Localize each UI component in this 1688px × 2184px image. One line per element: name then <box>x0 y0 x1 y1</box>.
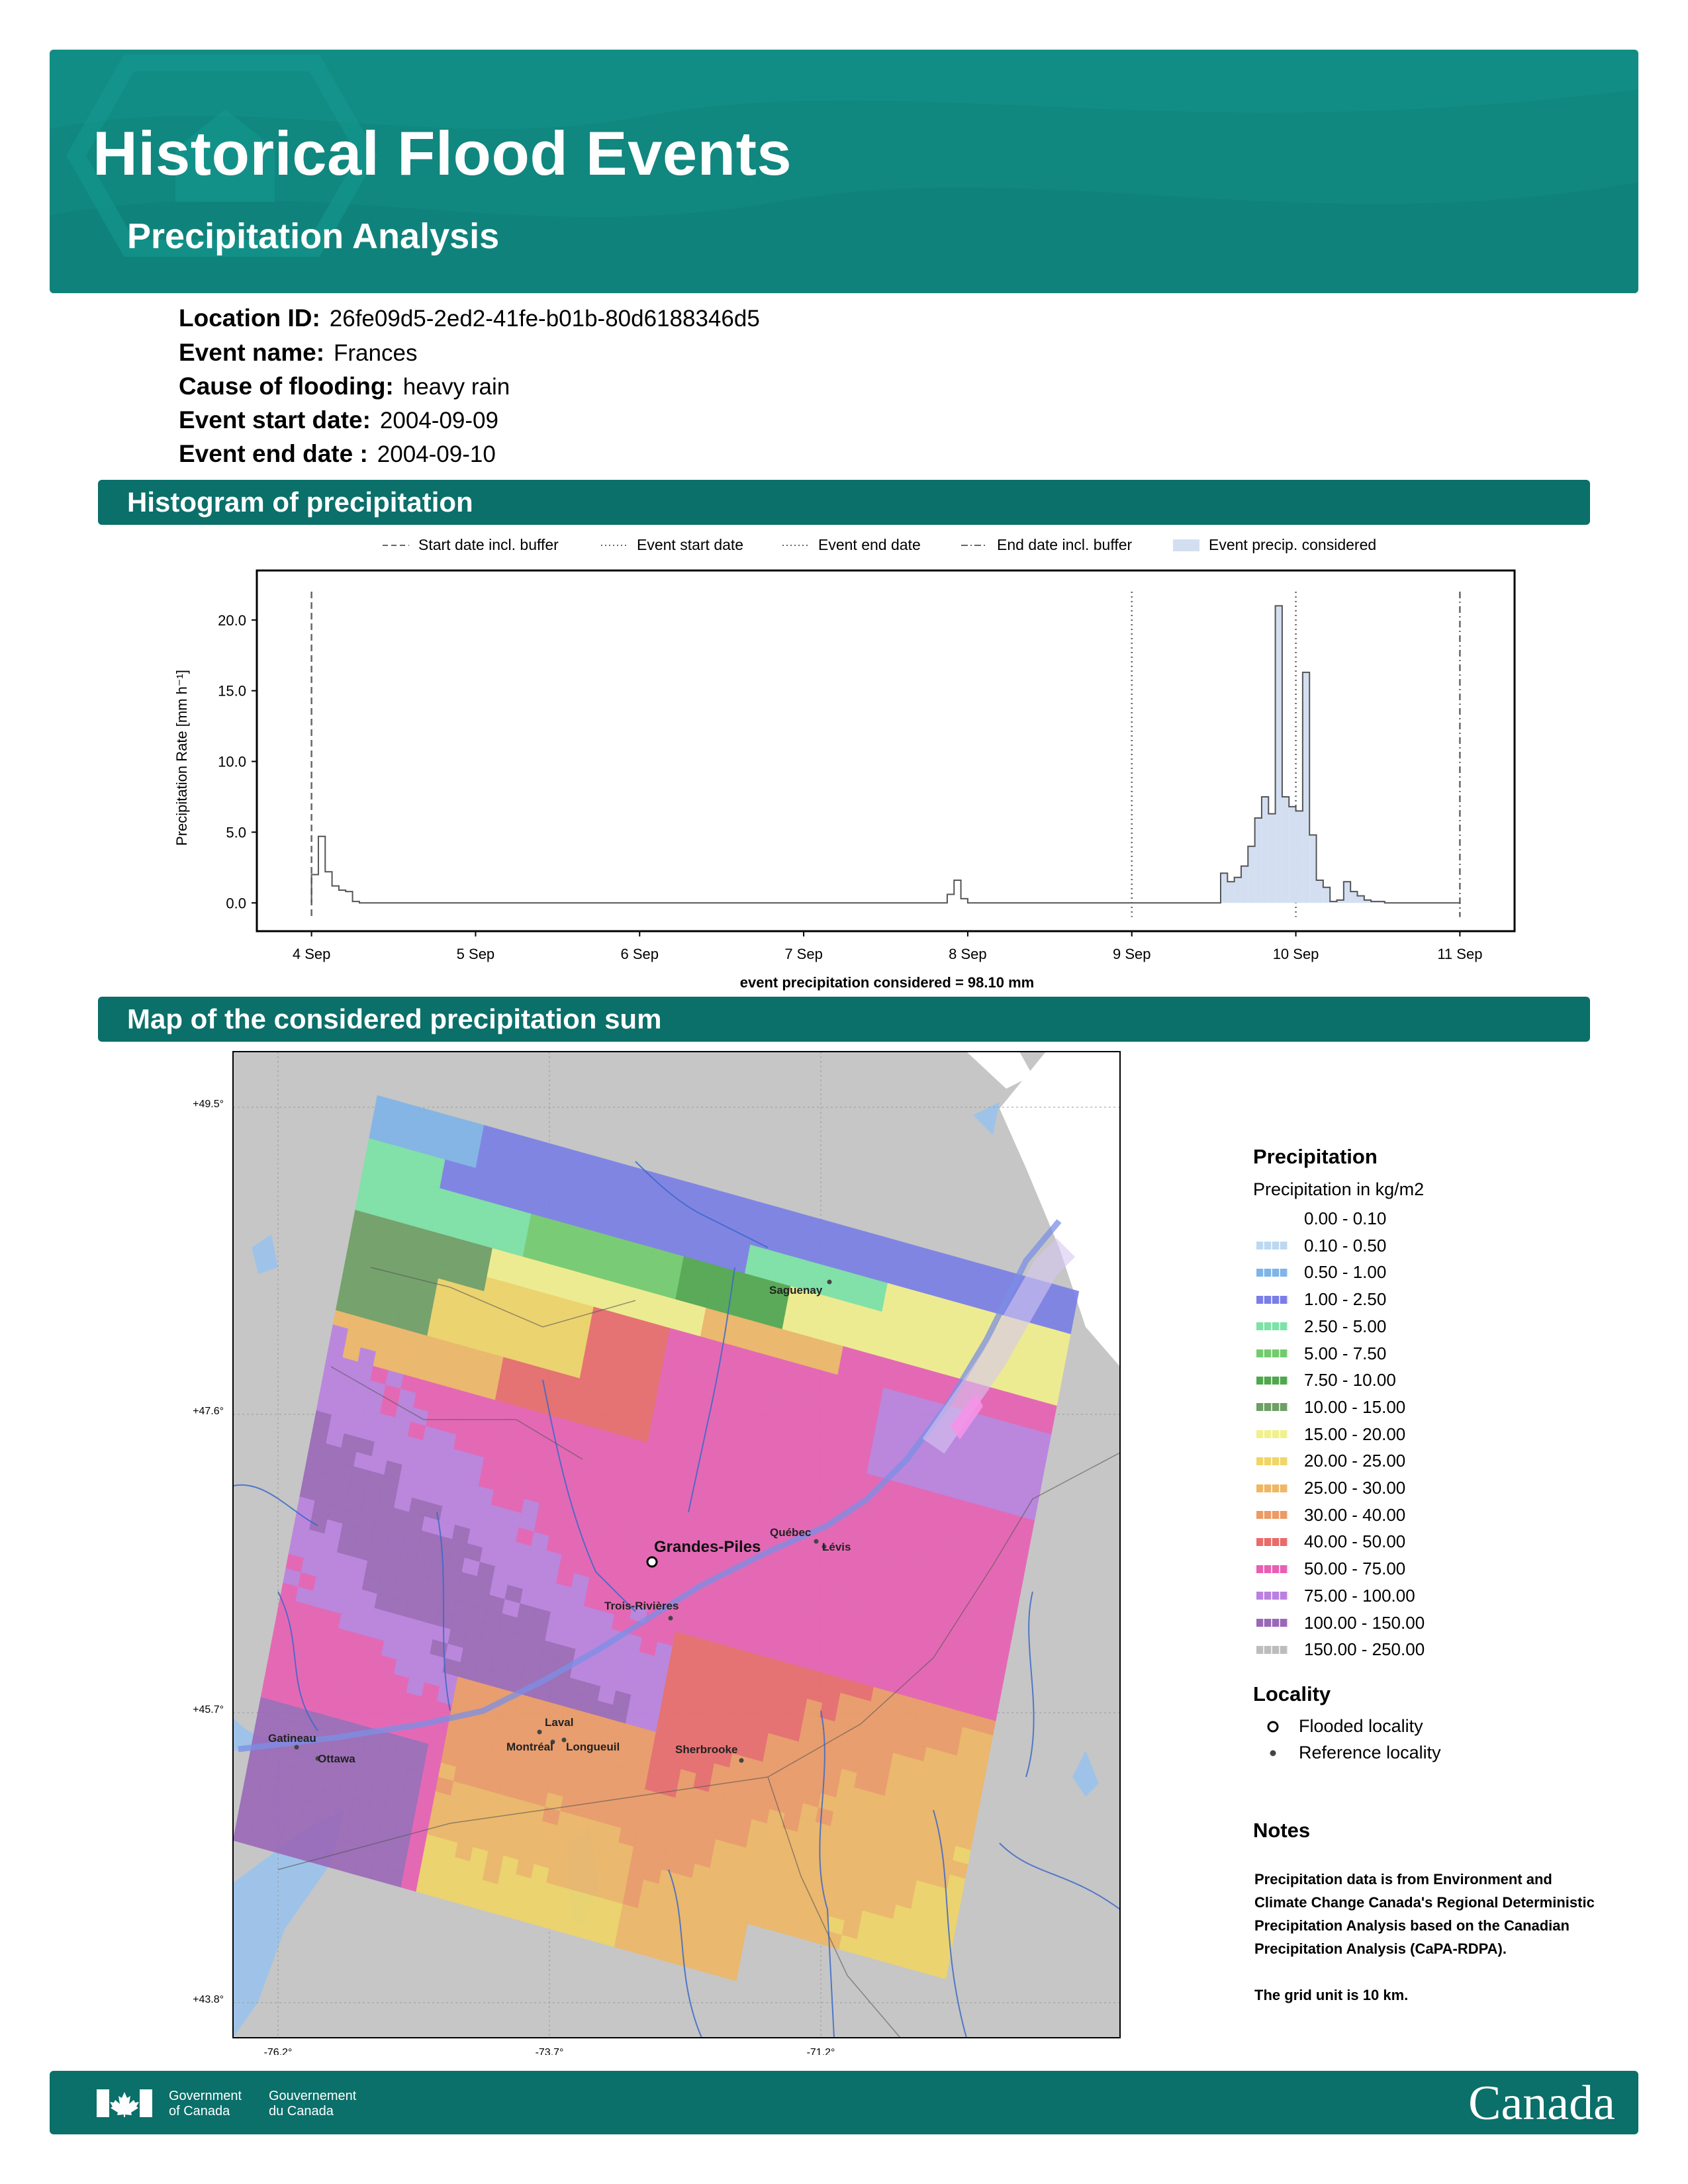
notes-grid-text: The grid unit is 10 km. <box>1254 1987 1409 2003</box>
legend-bin-label: 0.00 - 0.10 <box>1304 1208 1387 1228</box>
legend-bin-label: 100.00 - 150.00 <box>1304 1612 1425 1633</box>
cause-label: Cause of flooding: <box>179 373 394 400</box>
legend-bin-swatch <box>1256 1377 1288 1385</box>
legend-bin-label: 75.00 - 100.00 <box>1304 1585 1415 1606</box>
legend-bin <box>1256 1531 1405 1552</box>
event-precip-bar <box>1323 887 1330 903</box>
legend-bin-label: 150.00 - 250.00 <box>1304 1639 1425 1660</box>
plot-frame <box>257 570 1515 931</box>
x-tick-label: 7 Sep <box>784 946 823 962</box>
notes-body <box>1254 1868 1599 2007</box>
saguenay-marker <box>827 1280 832 1285</box>
legend-bin-swatch <box>1256 1322 1288 1330</box>
dotted-line-swatch <box>601 543 628 547</box>
page-subtitle: Precipitation Analysis <box>127 216 500 256</box>
trois-rivieres-marker <box>669 1616 673 1621</box>
locality-legend-title: Locality <box>1253 1682 1331 1706</box>
histogram-legend <box>377 536 1450 563</box>
legend-bin <box>1256 1451 1405 1471</box>
legend-bin-label: 5.00 - 7.50 <box>1304 1343 1387 1363</box>
canada-flag-icon <box>97 2089 152 2117</box>
event-precip-bar <box>1296 811 1303 903</box>
saguenay-label: Saguenay <box>769 1284 823 1297</box>
lat-label-49-5: +49.5° <box>193 1099 224 1110</box>
legend-bin-label: 15.00 - 20.00 <box>1304 1424 1406 1444</box>
gatineau-marker <box>295 1745 299 1750</box>
page-title: Historical Flood Events <box>93 118 792 188</box>
legend-bin <box>1256 1316 1386 1337</box>
event-precip-bar <box>1262 797 1268 903</box>
lat-label-45-7: +45.7° <box>193 1704 224 1715</box>
precip-legend-subtitle: Precipitation in kg/m2 <box>1253 1179 1425 1199</box>
start-date-value: 2004-09-09 <box>379 408 498 433</box>
filled-dot-icon <box>1266 1746 1280 1760</box>
legend-start-buffer <box>383 536 559 554</box>
legend-bin <box>1256 1289 1386 1310</box>
event-precip-bar <box>1282 797 1289 903</box>
reference-locality-item <box>1266 1743 1441 1763</box>
x-ticks <box>293 931 1483 962</box>
x-axis-label: event precipitation considered = 98.10 mm <box>739 974 1035 991</box>
legend-event-start <box>601 536 743 554</box>
event-precip-bar <box>1268 814 1275 903</box>
legend-bin <box>1256 1559 1405 1579</box>
map-section-header: Map of the considered precipitation sum <box>98 997 1590 1042</box>
legend-event-end <box>782 536 921 554</box>
legend-bin-swatch <box>1256 1484 1288 1492</box>
legend-bin-label: 10.00 - 15.00 <box>1304 1396 1406 1417</box>
filled-area-swatch <box>1173 538 1199 553</box>
legend-bin-swatch <box>1256 1430 1288 1438</box>
event-precip-bar <box>1241 866 1248 903</box>
legend-event-end-label: Event end date <box>818 536 921 553</box>
end-date-value: 2004-09-10 <box>377 441 496 467</box>
end-date-label: Event end date : <box>179 440 368 467</box>
location-id-value: 26fe09d5-2ed2-41fe-b01b-80d6188346d5 <box>329 306 760 332</box>
precip-legend-title: Precipitation <box>1253 1145 1378 1168</box>
event-name-row <box>179 339 417 367</box>
legend-bin <box>1256 1343 1386 1364</box>
levis-label: Lévis <box>822 1541 851 1553</box>
ottawa-label: Ottawa <box>318 1752 355 1765</box>
notes-source-text: Precipitation data is from Environment and Climate Change Canada's Regional Deterministic Precipitation Analysis based on the Canadian Precipitation Analysis (CaPA-RDPA). <box>1254 1871 1595 1957</box>
legend-bin-swatch <box>1256 1242 1288 1250</box>
event-name-label: Event name: <box>179 339 325 366</box>
x-tick-label: 11 Sep <box>1437 946 1483 962</box>
event-precip-bar <box>1358 896 1364 903</box>
x-tick-label: 9 Sep <box>1112 946 1151 962</box>
lat-label-47-6: +47.6° <box>193 1406 224 1417</box>
y-tick-label: 15.0 <box>218 682 246 700</box>
quebec-marker <box>814 1539 819 1544</box>
legend-bin-swatch <box>1256 1646 1288 1654</box>
start-date-label: Event start date: <box>179 406 371 433</box>
legend-bin-label: 7.50 - 10.00 <box>1304 1370 1396 1390</box>
sherbrooke-label: Sherbrooke <box>675 1743 738 1756</box>
event-precip-bar <box>1317 880 1323 903</box>
quebec-label: Québec <box>770 1526 812 1539</box>
legend-bin <box>1256 1613 1425 1633</box>
event-precip-bar <box>1309 835 1316 903</box>
event-precip-bar <box>1276 606 1282 903</box>
event-precip-bar <box>1255 818 1262 903</box>
legend-bin-label: 2.50 - 5.00 <box>1304 1316 1387 1336</box>
trois-rivieres-label: Trois-Rivières <box>604 1600 679 1612</box>
legend-bin-swatch <box>1256 1538 1288 1546</box>
legend-event-start-label: Event start date <box>637 536 744 553</box>
legend-bin <box>1256 1424 1405 1445</box>
gov-fr-line2: du Canada <box>269 2104 334 2118</box>
event-name-value: Frances <box>334 340 418 366</box>
event-precip-bar <box>1221 873 1227 903</box>
flooded-locality-item <box>1266 1716 1423 1737</box>
legend-end-buffer <box>961 536 1132 554</box>
reference-locality-label: Reference locality <box>1299 1743 1441 1762</box>
sherbrooke-marker <box>739 1758 744 1763</box>
legend-bin-label: 30.00 - 40.00 <box>1304 1504 1406 1525</box>
legend-bin-label: 20.00 - 25.00 <box>1304 1451 1406 1471</box>
legend-bin-swatch <box>1256 1215 1288 1223</box>
legend-bin-swatch <box>1256 1511 1288 1519</box>
legend-bin-swatch <box>1256 1269 1288 1277</box>
grandes-piles-label: Grandes-Piles <box>654 1538 761 1556</box>
legend-end-buffer-label: End date incl. buffer <box>997 536 1133 553</box>
legend-bin <box>1256 1639 1425 1660</box>
hollow-circle-icon <box>1266 1719 1280 1734</box>
lon-label-71-2: -71.2° <box>806 2047 835 2055</box>
y-axis-title <box>173 670 190 846</box>
y-tick-label: 20.0 <box>218 612 246 629</box>
y-axis-label: Precipitation Rate [mm h⁻¹] <box>173 670 190 846</box>
legend-bin-swatch <box>1256 1619 1288 1627</box>
histogram-section-header: Histogram of precipitation <box>98 480 1590 525</box>
x-tick-label: 10 Sep <box>1272 946 1319 962</box>
location-id-label: Location ID: <box>179 304 320 332</box>
event-precip-bar <box>1235 878 1241 903</box>
precipitation-histogram <box>152 566 1536 996</box>
cause-row <box>179 373 510 400</box>
event-precip-bar <box>1289 807 1295 903</box>
legend-bin-swatch <box>1256 1565 1288 1573</box>
legend-bin <box>1256 1397 1405 1418</box>
legend-bin-swatch <box>1256 1592 1288 1600</box>
cause-value: heavy rain <box>402 374 510 400</box>
legend-start-buffer-label: Start date incl. buffer <box>418 536 559 553</box>
laval-label: Laval <box>545 1716 574 1729</box>
precipitation-map <box>172 1049 1139 2055</box>
gov-en-line2: of Canada <box>169 2104 230 2118</box>
gov-fr <box>269 2089 356 2119</box>
legend-bin <box>1256 1478 1405 1498</box>
legend-bin <box>1256 1236 1386 1256</box>
canada-wordmark: Canada <box>1468 2076 1615 2130</box>
legend-bin-swatch <box>1256 1403 1288 1411</box>
end-date-row <box>179 440 496 468</box>
dash-dot-line-swatch <box>961 543 988 547</box>
legend-bin <box>1256 1262 1386 1283</box>
legend-bin <box>1256 1586 1415 1606</box>
legend-bin <box>1256 1505 1405 1525</box>
event-precip-bar <box>1350 891 1357 903</box>
legend-bin <box>1256 1370 1396 1390</box>
montreal-label: Montréal <box>506 1741 553 1753</box>
legend-bin-label: 0.10 - 0.50 <box>1304 1235 1387 1255</box>
event-precip-bar <box>1227 882 1234 903</box>
gov-en-line1: Government <box>169 2089 242 2103</box>
legend-bin-swatch <box>1256 1296 1288 1304</box>
dashed-line-swatch <box>383 543 409 547</box>
legend-bin-swatch <box>1256 1349 1288 1357</box>
grandes-piles-marker <box>647 1557 657 1567</box>
x-tick-label: 8 Sep <box>949 946 987 962</box>
y-tick-label: 0.0 <box>226 895 246 912</box>
location-id-row <box>179 304 760 332</box>
legend-bin-swatch <box>1256 1457 1288 1465</box>
longueuil-label: Longueuil <box>566 1741 620 1753</box>
notes-title: Notes <box>1253 1819 1311 1842</box>
legend-bin-label: 40.00 - 50.00 <box>1304 1531 1406 1552</box>
legend-bin-label: 0.50 - 1.00 <box>1304 1262 1387 1283</box>
legend-bin-label: 25.00 - 30.00 <box>1304 1478 1406 1498</box>
lat-label-43-8: +43.8° <box>193 1994 224 2005</box>
gatineau-label: Gatineau <box>268 1732 316 1745</box>
event-precip-bar <box>1248 846 1254 903</box>
event-precip-bar <box>1344 882 1350 903</box>
x-tick-label: 4 Sep <box>292 946 331 962</box>
lon-label-73-7: -73.7° <box>535 2047 564 2055</box>
legend-bin-label: 1.00 - 2.50 <box>1304 1289 1387 1310</box>
dotted-line-swatch <box>782 543 809 547</box>
legend-bin-label: 50.00 - 75.00 <box>1304 1559 1406 1579</box>
start-date-row <box>179 406 498 434</box>
gov-en <box>169 2089 242 2119</box>
flooded-locality-label: Flooded locality <box>1299 1716 1423 1736</box>
y-tick-label: 10.0 <box>218 753 246 770</box>
legend-bin <box>1256 1208 1386 1229</box>
lon-label-76-2: -76.2° <box>263 2047 293 2055</box>
y-tick-label: 5.0 <box>226 824 246 841</box>
legend-event-precip <box>1173 536 1376 554</box>
event-precip-bar <box>1303 672 1309 903</box>
gov-fr-line1: Gouvernement <box>269 2089 357 2103</box>
x-tick-label: 5 Sep <box>456 946 495 962</box>
legend-event-precip-label: Event precip. considered <box>1209 536 1377 553</box>
x-tick-label: 6 Sep <box>620 946 659 962</box>
laval-marker <box>538 1730 542 1735</box>
y-ticks <box>218 612 257 911</box>
